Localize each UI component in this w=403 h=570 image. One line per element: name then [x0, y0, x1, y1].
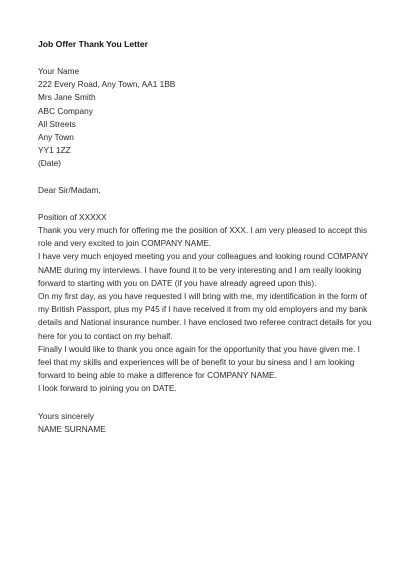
- body-line: Position of XXXXX: [38, 211, 107, 222]
- salutation-block: [38, 184, 373, 197]
- body-line: I look forward to joining you on DATE.: [38, 383, 177, 394]
- spacer: [38, 171, 373, 184]
- body-line: Finally I would like to thank you once again for the opportunity that you have given me. I: [38, 343, 360, 354]
- recipient-company: ABC Company: [38, 105, 93, 116]
- body-line: Thank you very much for offering me the position of XXX. I am very pleased to accept this: [38, 225, 368, 236]
- closing-block: [38, 410, 373, 436]
- spacer: [38, 396, 373, 410]
- salutation: Dear Sir/Madam,: [38, 184, 101, 195]
- signature-name: NAME SURNAME: [38, 423, 106, 434]
- recipient-postcode: YY1 1ZZ: [38, 145, 71, 156]
- body-line: feel that my skills and experiences will be of benefit to your bu siness and I am looking: [38, 357, 355, 368]
- body-line: forward to being able to make a difference for COMPANY NAME.: [38, 370, 277, 381]
- body-line: forward to starting with you on DATE (if you have already agreed upon this).: [38, 277, 317, 288]
- spacer: [38, 197, 373, 211]
- letter-date: (Date): [38, 158, 62, 169]
- sender-address: 222 Every Road, Any Town, AA1 1BB: [38, 79, 176, 90]
- recipient-town: Any Town: [38, 132, 74, 143]
- body-line: On my first day, as you have requested I will bring with me, my identification in the form of: [38, 291, 367, 302]
- body-line: here for you to contact on my behalf.: [38, 330, 173, 341]
- body-line: my British Passport, plus my P45 if I have received it from my old employers and my bank: [38, 304, 368, 315]
- recipient-street: All Streets: [38, 118, 76, 129]
- address-block: [38, 65, 373, 171]
- body-line: details and National insurance number. I have enclosed two referee contract details for you: [38, 317, 372, 328]
- body-line: NAME during my interviews. I have found it to be very interesting and I am really looking: [38, 264, 362, 275]
- sender-name: Your Name: [38, 66, 80, 76]
- recipient-name: Mrs Jane Smith: [38, 92, 96, 103]
- closing: Yours sincerely: [38, 410, 94, 421]
- body-line: I have very much enjoyed meeting you and your colleagues and looking round COMPANY: [38, 251, 369, 262]
- letter-body: [38, 211, 373, 396]
- document-title: Job Offer Thank You Letter: [38, 39, 148, 49]
- body-line: role and very excited to join COMPANY NAME.: [38, 238, 212, 249]
